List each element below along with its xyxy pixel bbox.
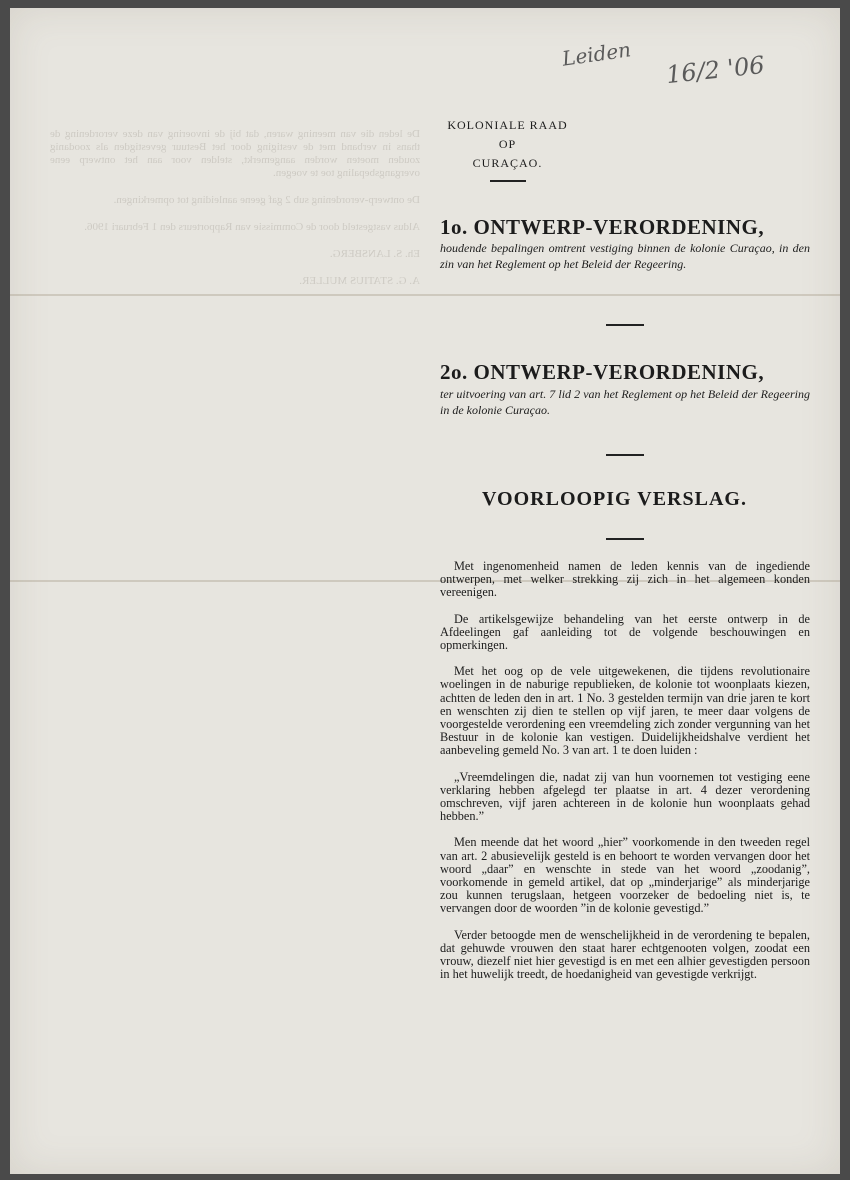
- ordinance-2-subtitle: ter uitvoering van art. 7 lid 2 van het Reglement op het Beleid der Regeering in de kolonie Curaçao.: [440, 387, 810, 417]
- paragraph: De artikelsgewijze behandeling van het eerste ontwerp in de Afdeelingen gaf aanleiding tot de volgende beschouwingen en opmerkingen.: [440, 611, 810, 653]
- ordinance-1-subtitle: houdende bepalingen omtrent vestiging binnen de kolonie Curaçao, in den zin van het Reglement op het Beleid der Regeering.: [440, 241, 810, 271]
- divider: [606, 454, 644, 456]
- paragraph: Met ingenomenheid namen de leden kennis van de ingediende ontwerpen, met welker strekking zij zich in het algemeen konden vereenigen.: [440, 559, 810, 600]
- paragraph: Met het oog op de vele uitgewekenen, die tijdens revolutionaire woelingen in de naburige republieken, de kolonie tot woonplaats kiezen, achtten de leden den in art. 1 No. 3 gestelden termijn van drie jaren te kort en wenschten zij dien te stellen op vijf jaren, te meer daar volgens de voorgestelde verordening een vreemdeling zich zonder vergunning van het Bestuur in de kolonie kan vestigen. Duidelijkheidshalve verdient het aanbeveling gemeld No. 3 van art. 1 te doen luiden :: [440, 664, 810, 758]
- bleed-through-text: [50, 128, 420, 302]
- handwritten-note: Leiden: [560, 37, 633, 71]
- ordinance-1-title: 1o. ONTWERP-VERORDENING,: [440, 215, 765, 239]
- quoted-paragraph: „Vreemdelingen die, nadat zij van hun voornemen tot vestiging eene verklaring hebben afgelegd ter plaatse in art. 4 dezer verordening omschreven, vijf jaren achtereen in de kolonie hun woonplaats gehad hebben.”: [440, 769, 810, 824]
- council-line: CURAÇAO.: [472, 156, 543, 170]
- bleed-paragraph: De ontwerp-verordening sub 2 gaf geene aanleiding tot opmerkingen.: [113, 194, 420, 206]
- divider: [606, 324, 644, 326]
- handwritten-date: 16/2 '06: [664, 50, 766, 90]
- bleed-paragraph: De leden die van meening waren, dat bij de invoering van deze verordening de thans in verband met de vestiging door het Bestuur gevestigden als zoodanig zouden moeten worden aangemerkt, stelden voor aan het ontwerp eene overgangsbepaling toe te voegen.: [50, 128, 420, 179]
- council-header: [440, 116, 575, 173]
- paragraph: Men meende dat het woord „hier” voorkomende in den tweeden regel van art. 2 abusievelijk gesteld is en behoort te worden vervangen door het woord „daar” en wenschte in stede van het woord „zoodanig”, voorkomende in gemeld artikel, dat op „minderjarige” als minderjarige zou kunnen terugslaan, hetgeen voorzeker de bedoeling niet is, te vervangen door de woorden ”in de kolonie gevestigd.”: [440, 835, 810, 916]
- divider: [606, 538, 644, 540]
- council-line: OP: [498, 137, 517, 151]
- report-title: VOORLOOPIG VERSLAG.: [482, 488, 747, 510]
- document-page: [10, 8, 840, 1174]
- council-line: KOLONIALE RAAD: [447, 118, 568, 132]
- divider: [490, 180, 526, 182]
- report-body: [440, 560, 810, 994]
- bleed-paragraph: Aldus vastgesteld door de Commissie van Rapporteurs den 1 Februari 1906.: [84, 221, 420, 233]
- bleed-signature: Eh. S. LANSBERG.: [329, 248, 420, 260]
- bleed-signature: A. G. STATIUS MULLER.: [299, 275, 420, 287]
- paragraph: Verder betoogde men de wenschelijkheid in de verordening te bepalen, dat gehuwde vrouwen den staat harer echtgenooten volgen, zoodat een vrouw, diezelf niet hier gevestigd is en met een alhier gevestigden persoon in het huwelijk treedt, de hoedanigheid van gevestigde verkrijgt.: [440, 927, 810, 982]
- ordinance-2-title: 2o. ONTWERP-VERORDENING,: [440, 360, 765, 384]
